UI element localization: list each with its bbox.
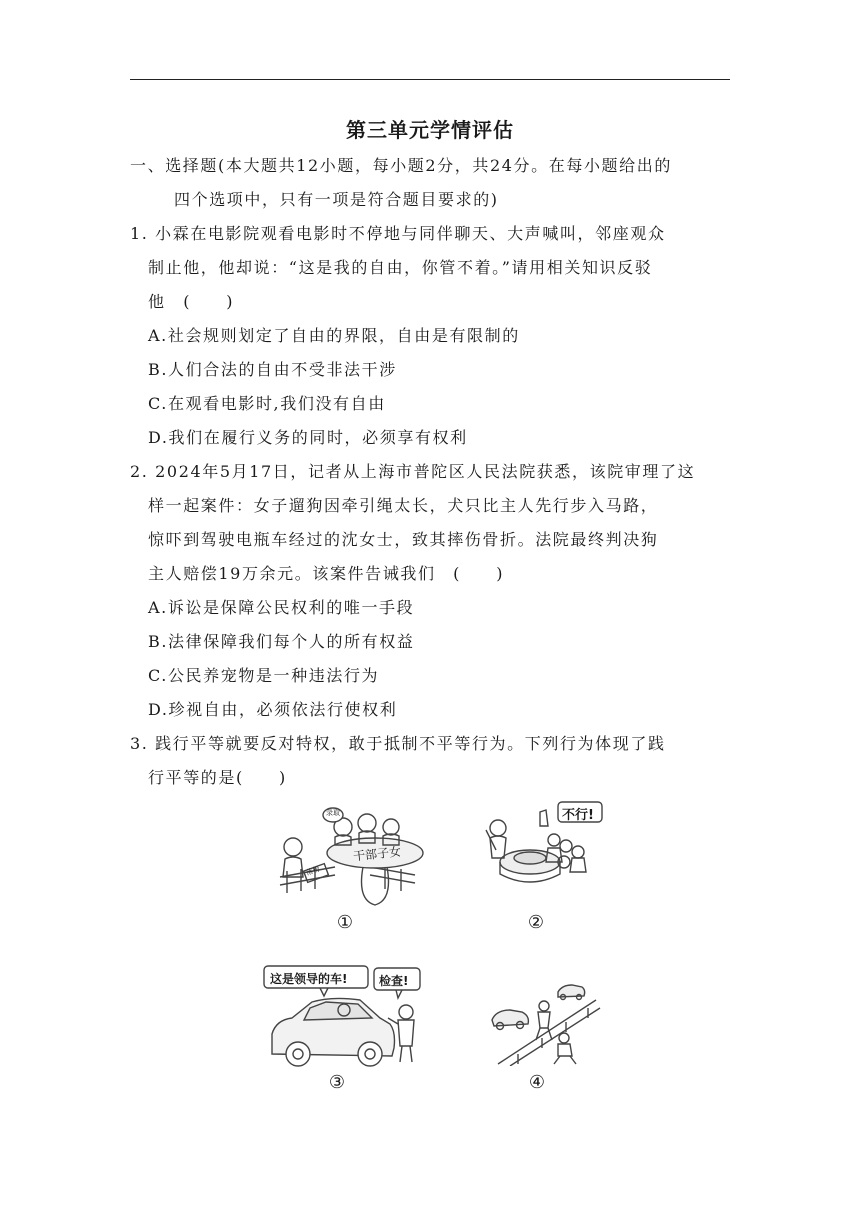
figure-3-speech-text: 这是领导的车! (270, 972, 348, 986)
figure-4-number: ④ (528, 1072, 546, 1093)
question-text-line: 惊吓到驾驶电瓶车经过的沈女士，致其摔伤骨折。法院最终判决狗 (148, 530, 659, 549)
option-d[interactable]: D.珍视自由，必须依法行使权利 (148, 700, 398, 719)
top-rule (130, 79, 730, 80)
figure-3-number: ③ (328, 1072, 346, 1093)
figure-3-speech-text: 检查! (379, 974, 409, 988)
figure-1-sign-text: 干部子女 (352, 844, 402, 864)
figure-2-speech-text: 不行! (562, 808, 594, 823)
figure-2-number: ② (527, 912, 545, 933)
question-text-line: 2. 2024年5月17日，记者从上海市普陀区人民法院获悉，该院审理了这 (130, 462, 696, 481)
question-text-line: 他 ( ) (148, 292, 235, 311)
option-a[interactable]: A.社会规则划定了自由的界限，自由是有限制的 (148, 326, 520, 345)
section-heading-line2: 四个选项中，只有一项是符合题目要求的) (174, 190, 499, 209)
question-text-line: 制止他，他却说：“这是我的自由，你管不着。”请用相关知识反驳 (148, 258, 653, 277)
question-text-line: 3. 践行平等就要反对特权，敢于抵制不平等行为。下列行为体现了践 (130, 734, 666, 753)
figure-1-sign-text: 落榜 (305, 864, 321, 878)
option-b[interactable]: B.人们合法的自由不受非法干涉 (148, 360, 397, 379)
option-a[interactable]: A.诉讼是保障公民权利的唯一手段 (148, 598, 415, 617)
figure-1-speech-text: 录取 (326, 809, 340, 817)
question-text-line: 样一起案件：女子遛狗因牵引绳太长，犬只比主人先行步入马路， (148, 496, 659, 515)
question-text-line: 行平等的是( ) (148, 768, 287, 787)
figure-4-illustration (488, 980, 603, 1066)
figure-2-illustration (480, 800, 605, 895)
option-d[interactable]: D.我们在履行义务的同时，必须享有权利 (148, 428, 468, 447)
question-text-line: 1. 小霖在电影院观看电影时不停地与同伴聊天、大声喊叫，邻座观众 (130, 224, 666, 243)
figure-1-number: ① (336, 912, 354, 933)
figure-3-illustration (262, 962, 432, 1068)
figure-1-illustration (275, 805, 425, 910)
option-b[interactable]: B.法律保障我们每个人的所有权益 (148, 632, 415, 651)
section-heading-line1: 一、选择题(本大题共12小题，每小题2分，共24分。在每小题给出的 (130, 156, 672, 175)
question-text-line: 主人赔偿19万余元。该案件告诫我们 ( ) (148, 564, 505, 583)
option-c[interactable]: C.公民养宠物是一种违法行为 (148, 666, 380, 685)
page-title: 第三单元学情评估 (346, 118, 514, 142)
option-c[interactable]: C.在观看电影时,我们没有自由 (148, 394, 386, 413)
